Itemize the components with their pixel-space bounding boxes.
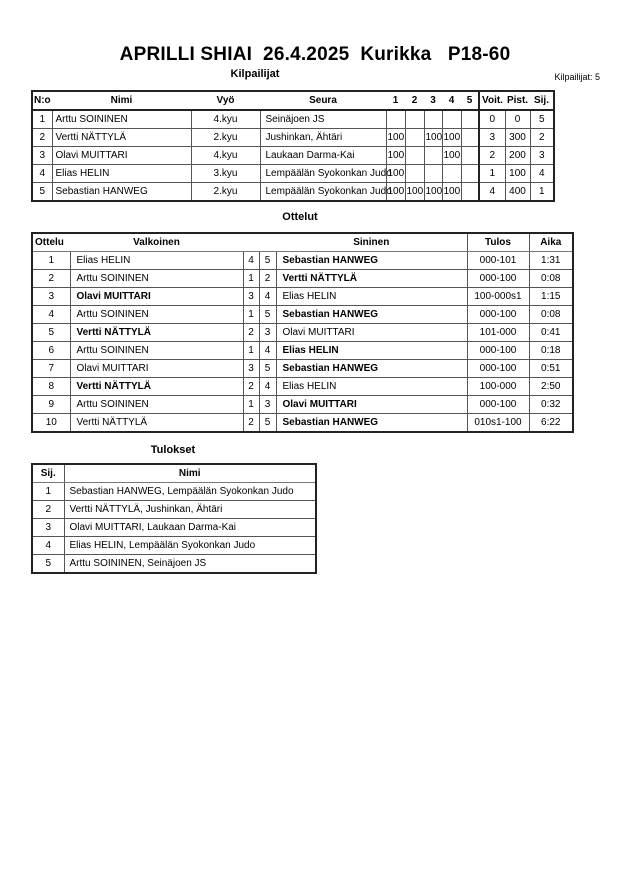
- competitor-no: 5: [32, 183, 52, 202]
- competitor-no: 3: [32, 147, 52, 165]
- competitor-points: 200: [505, 147, 530, 165]
- match-score: 101-000: [467, 324, 529, 342]
- match-no: 8: [32, 378, 70, 396]
- result-place: 2: [32, 501, 64, 519]
- competitors-table: [31, 90, 555, 202]
- results-header-row: [32, 464, 316, 483]
- col-header-opponent-5: 5: [466, 94, 473, 106]
- match-time: 6:22: [529, 414, 573, 433]
- competitor-points-vs-1: [386, 110, 405, 129]
- competitor-points-vs-2: [405, 129, 424, 147]
- match-score: 000-100: [467, 360, 529, 378]
- competitor-belt: 2.kyu: [191, 129, 260, 147]
- white-competitor: Elias HELIN: [70, 252, 243, 270]
- blue-competitor: Elias HELIN: [276, 378, 467, 396]
- col-header-opponent-3: 3: [430, 94, 436, 106]
- competitor-no: 2: [32, 129, 52, 147]
- competitor-points-vs-3: [424, 110, 442, 129]
- match-row: [32, 252, 573, 270]
- competitor-club: Jushinkan, Ähtäri: [260, 129, 386, 147]
- blue-competitor: Vertti NÄTTYLÄ: [276, 270, 467, 288]
- blue-competitor: Sebastian HANWEG: [276, 252, 467, 270]
- competitor-name: Olavi MUITTARI: [52, 147, 191, 165]
- result-row: [32, 537, 316, 555]
- competitor-place: 4: [530, 165, 554, 183]
- result-name: Arttu SOININEN, Seinäjoen JS: [64, 555, 316, 574]
- white-competitor: Vertti NÄTTYLÄ: [70, 414, 243, 433]
- competitor-club: Laukaan Darma-Kai: [260, 147, 386, 165]
- matches-table: [31, 232, 574, 433]
- match-no: 4: [32, 306, 70, 324]
- match-score: 100-000s1: [467, 288, 529, 306]
- competitor-points-vs-4: [442, 110, 461, 129]
- competitors-header-row: [32, 91, 554, 110]
- competitor-points-vs-3: [424, 147, 442, 165]
- competitor-count: Kilpailijat: 5: [554, 72, 600, 82]
- match-time: 2:50: [529, 378, 573, 396]
- col-header-blue-no: [259, 233, 276, 252]
- col-header-result-place: Sij.: [32, 464, 64, 483]
- col-header-blue: Sininen: [276, 233, 467, 252]
- result-name: Vertti NÄTTYLÄ, Jushinkan, Ähtäri: [64, 501, 316, 519]
- white-competitor-no: 3: [243, 360, 259, 378]
- match-time: 0:41: [529, 324, 573, 342]
- competitor-points-vs-5: [461, 110, 479, 129]
- match-time: 1:31: [529, 252, 573, 270]
- result-place: 5: [32, 555, 64, 574]
- match-time: 0:32: [529, 396, 573, 414]
- white-competitor: Olavi MUITTARI: [70, 288, 243, 306]
- blue-competitor-no: 5: [259, 414, 276, 433]
- competitor-points-vs-2: [405, 147, 424, 165]
- competitor-points: 400: [505, 183, 530, 202]
- competitor-wins: 1: [479, 165, 505, 183]
- col-header-white: Valkoinen: [70, 233, 243, 252]
- white-competitor-no: 4: [243, 252, 259, 270]
- match-no: 5: [32, 324, 70, 342]
- match-no: 3: [32, 288, 70, 306]
- page-title: APRILLI SHIAI 26.4.2025 Kurikka P18-60: [119, 44, 511, 65]
- match-row: [32, 360, 573, 378]
- competitor-points-vs-5: [461, 147, 479, 165]
- results-heading: Tulokset: [150, 444, 196, 456]
- competitor-belt: 4.kyu: [191, 147, 260, 165]
- competitor-points: 300: [505, 129, 530, 147]
- competitor-points-vs-1: 100: [386, 147, 405, 165]
- competitor-points: 0: [505, 110, 530, 129]
- competitor-points-vs-5: [461, 129, 479, 147]
- blue-competitor: Olavi MUITTARI: [276, 396, 467, 414]
- match-row: [32, 342, 573, 360]
- result-row: [32, 555, 316, 574]
- match-row: [32, 396, 573, 414]
- match-time: 0:51: [529, 360, 573, 378]
- competitor-points: 100: [505, 165, 530, 183]
- result-row: [32, 519, 316, 537]
- competitor-row: [32, 129, 554, 147]
- blue-competitor-no: 3: [259, 324, 276, 342]
- match-no: 9: [32, 396, 70, 414]
- match-score: 010s1-100: [467, 414, 529, 433]
- match-no: 1: [32, 252, 70, 270]
- white-competitor: Vertti NÄTTYLÄ: [70, 378, 243, 396]
- col-header-opponent-4: 4: [448, 94, 455, 106]
- col-header-club: Seura: [309, 94, 337, 106]
- competitor-row: [32, 110, 554, 129]
- blue-competitor-no: 5: [259, 252, 276, 270]
- white-competitor: Olavi MUITTARI: [70, 360, 243, 378]
- col-header-result-name: Nimi: [64, 464, 316, 483]
- result-place: 1: [32, 483, 64, 501]
- white-competitor-no: 2: [243, 414, 259, 433]
- result-name: Sebastian HANWEG, Lempäälän Syokonkan Judo: [64, 483, 316, 501]
- blue-competitor: Sebastian HANWEG: [276, 306, 467, 324]
- blue-competitor: Olavi MUITTARI: [276, 324, 467, 342]
- match-row: [32, 414, 573, 433]
- competitor-points-vs-2: [405, 165, 424, 183]
- competitor-name: Elias HELIN: [52, 165, 191, 183]
- match-no: 10: [32, 414, 70, 433]
- competitor-row: [32, 165, 554, 183]
- col-header-time: Aika: [529, 233, 573, 252]
- result-place: 4: [32, 537, 64, 555]
- blue-competitor-no: 4: [259, 288, 276, 306]
- white-competitor: Arttu SOININEN: [70, 396, 243, 414]
- competitor-club: Lempäälän Syokonkan Judo: [260, 165, 386, 183]
- competitor-place: 5: [530, 110, 554, 129]
- blue-competitor: Sebastian HANWEG: [276, 414, 467, 433]
- competitor-club: Seinäjoen JS: [260, 110, 386, 129]
- matches-header-row: [32, 233, 573, 252]
- competitor-points-vs-3: 100: [424, 183, 442, 202]
- competitor-row: [32, 147, 554, 165]
- competitor-wins: 3: [479, 129, 505, 147]
- match-row: [32, 378, 573, 396]
- match-score: 000-100: [467, 396, 529, 414]
- competitor-points-vs-1: 100: [386, 183, 405, 202]
- competitors-heading: Kilpailijat: [230, 68, 280, 80]
- competitor-name: Vertti NÄTTYLÄ: [52, 129, 191, 147]
- blue-competitor: Elias HELIN: [276, 288, 467, 306]
- competitor-place: 1: [530, 183, 554, 202]
- col-header-opponent-1: 1: [392, 94, 399, 106]
- match-row: [32, 288, 573, 306]
- col-header-belt: Vyö: [216, 94, 235, 106]
- col-header-white-no: [243, 233, 259, 252]
- white-competitor: Arttu SOININEN: [70, 342, 243, 360]
- white-competitor: Vertti NÄTTYLÄ: [70, 324, 243, 342]
- result-name: Olavi MUITTARI, Laukaan Darma-Kai: [64, 519, 316, 537]
- result-place: 3: [32, 519, 64, 537]
- competitor-place: 2: [530, 129, 554, 147]
- competitor-points-vs-3: [424, 165, 442, 183]
- match-no: 6: [32, 342, 70, 360]
- matches-heading: Ottelut: [282, 211, 318, 223]
- competitor-points-vs-1: 100: [386, 129, 405, 147]
- competitor-club: Lempäälän Syokonkan Judo: [260, 183, 386, 202]
- col-header-no: N:o: [34, 94, 51, 106]
- competitor-no: 1: [32, 110, 52, 129]
- match-time: 1:15: [529, 288, 573, 306]
- competitor-name: Arttu SOININEN: [52, 110, 191, 129]
- match-time: 0:18: [529, 342, 573, 360]
- white-competitor-no: 1: [243, 396, 259, 414]
- white-competitor-no: 3: [243, 288, 259, 306]
- competitor-place: 3: [530, 147, 554, 165]
- blue-competitor-no: 5: [259, 360, 276, 378]
- competitor-points-vs-5: [461, 165, 479, 183]
- match-row: [32, 306, 573, 324]
- white-competitor-no: 1: [243, 342, 259, 360]
- competitor-points-vs-1: 100: [386, 165, 405, 183]
- competitor-wins: 0: [479, 110, 505, 129]
- white-competitor-no: 1: [243, 306, 259, 324]
- competitor-no: 4: [32, 165, 52, 183]
- competitor-points-vs-2: 100: [405, 183, 424, 202]
- match-score: 000-100: [467, 270, 529, 288]
- match-score: 000-101: [467, 252, 529, 270]
- competitor-row: [32, 183, 554, 202]
- competitor-belt: 3.kyu: [191, 165, 260, 183]
- match-time: 0:08: [529, 270, 573, 288]
- competitor-points-vs-2: [405, 110, 424, 129]
- white-competitor-no: 1: [243, 270, 259, 288]
- col-header-score: Tulos: [467, 233, 529, 252]
- result-row: [32, 483, 316, 501]
- competitor-points-vs-3: 100: [424, 129, 442, 147]
- blue-competitor: Elias HELIN: [276, 342, 467, 360]
- white-competitor: Arttu SOININEN: [70, 270, 243, 288]
- match-score: 000-100: [467, 306, 529, 324]
- blue-competitor: Sebastian HANWEG: [276, 360, 467, 378]
- blue-competitor-no: 4: [259, 378, 276, 396]
- col-header-match-no: Ottelu: [32, 233, 70, 252]
- competitor-wins: 2: [479, 147, 505, 165]
- blue-competitor-no: 4: [259, 342, 276, 360]
- match-row: [32, 324, 573, 342]
- blue-competitor-no: 3: [259, 396, 276, 414]
- white-competitor-no: 2: [243, 378, 259, 396]
- blue-competitor-no: 5: [259, 306, 276, 324]
- white-competitor-no: 2: [243, 324, 259, 342]
- match-no: 7: [32, 360, 70, 378]
- competitor-belt: 4.kyu: [191, 110, 260, 129]
- white-competitor: Arttu SOININEN: [70, 306, 243, 324]
- result-row: [32, 501, 316, 519]
- competitor-points-vs-4: 100: [442, 129, 461, 147]
- blue-competitor-no: 2: [259, 270, 276, 288]
- col-header-place: Sij.: [533, 94, 549, 106]
- col-header-wins: Voit.: [479, 91, 505, 110]
- match-no: 2: [32, 270, 70, 288]
- competitor-name: Sebastian HANWEG: [52, 183, 191, 202]
- competitor-points-vs-4: 100: [442, 147, 461, 165]
- result-name: Elias HELIN, Lempäälän Syokonkan Judo: [64, 537, 316, 555]
- match-score: 000-100: [467, 342, 529, 360]
- col-header-opponent-2: 2: [411, 94, 418, 106]
- match-row: [32, 270, 573, 288]
- col-header-points: Pist.: [506, 94, 529, 106]
- competitor-points-vs-4: [442, 165, 461, 183]
- match-score: 100-000: [467, 378, 529, 396]
- match-time: 0:08: [529, 306, 573, 324]
- col-header-name: Nimi: [110, 94, 133, 106]
- competitor-wins: 4: [479, 183, 505, 202]
- results-table: [31, 463, 317, 574]
- competitor-points-vs-5: [461, 183, 479, 202]
- competitor-belt: 2.kyu: [191, 183, 260, 202]
- competitor-points-vs-4: 100: [442, 183, 461, 202]
